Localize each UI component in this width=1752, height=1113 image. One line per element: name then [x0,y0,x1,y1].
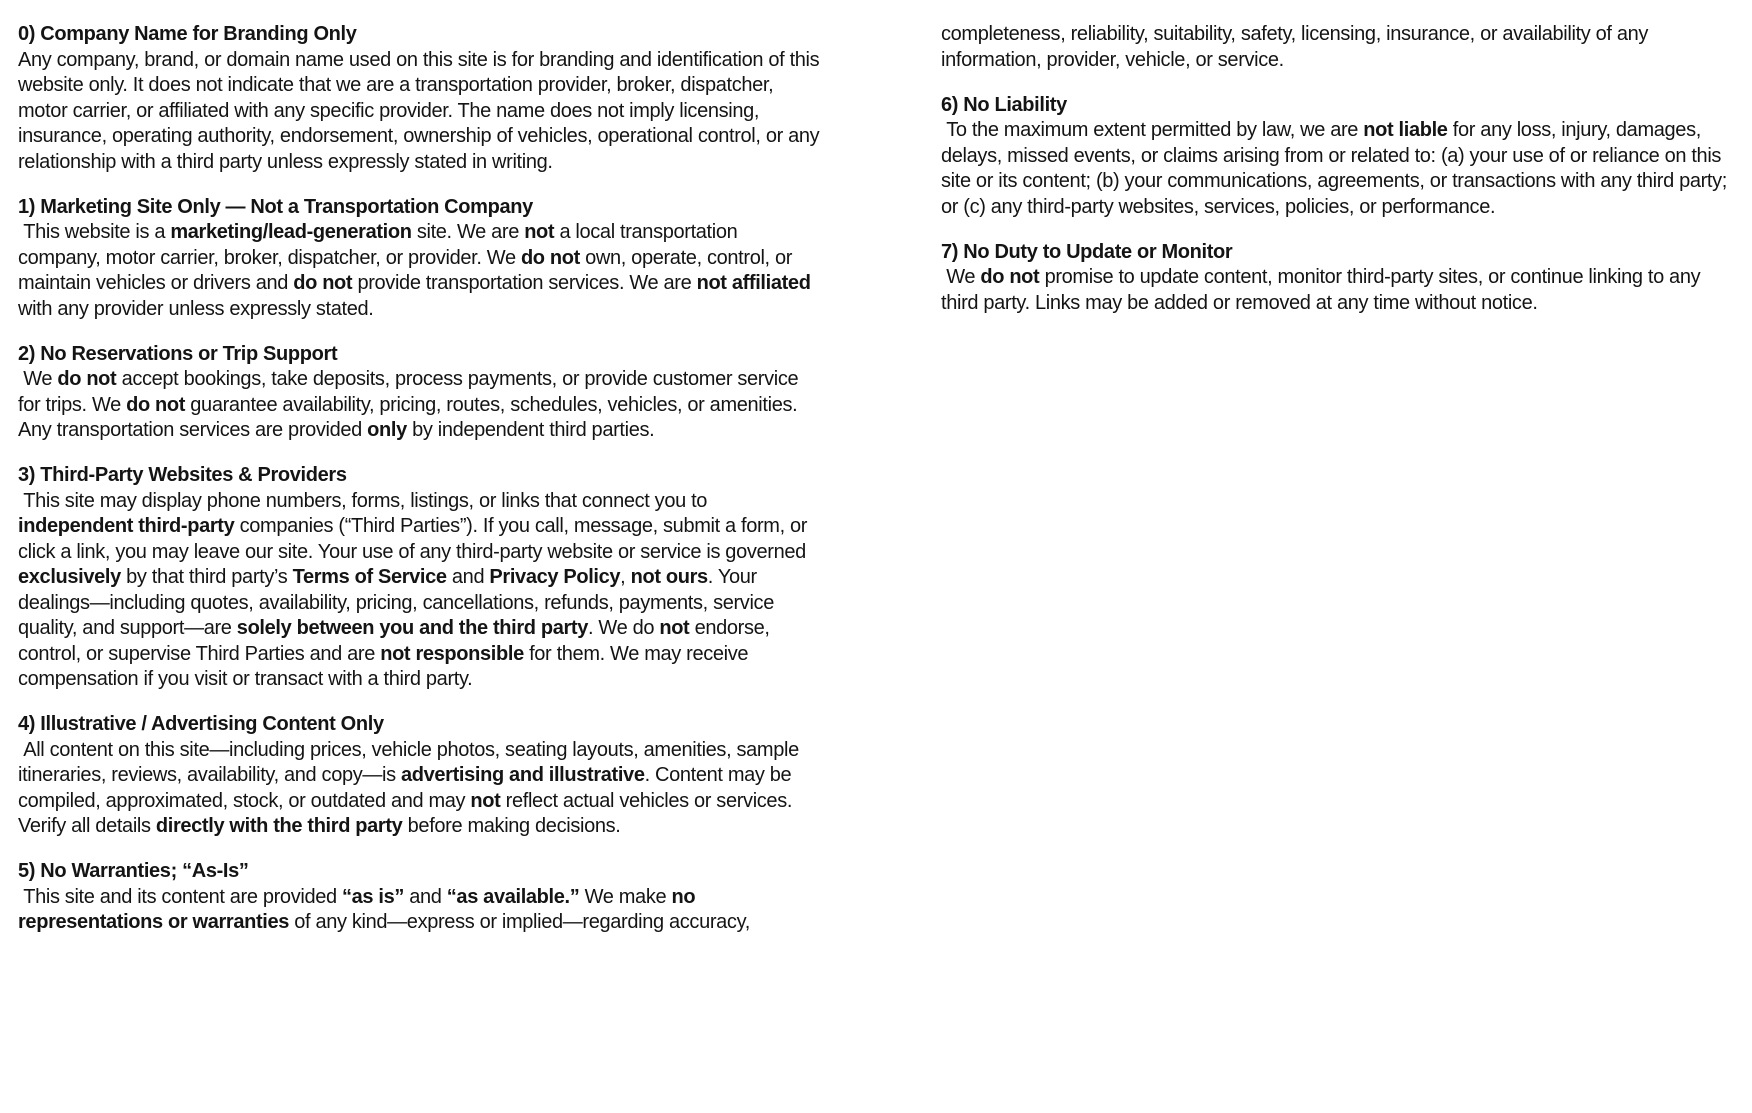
bold-text-run: not [524,221,555,243]
left-column [18,22,825,936]
text-run: This site may display phone numbers, forms, listings, or links that connect you to [18,489,713,512]
text-run: by independent third parties. [406,419,655,441]
text-run: This website is a [18,221,171,243]
text-run: completeness, reliability, suitability, safety, licensing, insurance, or availability of any information, provider, vehicle, or service. [941,23,1654,71]
disclaimer-section [18,859,822,936]
section-body [941,265,1741,316]
text-run: reflect actual vehicles or services. Verify all details [18,789,798,837]
text-run: . Your dealings—including quotes, availability, pricing, cancellations, refunds, payments, service quality, and support—are [18,566,780,639]
bold-text-run: do not [980,266,1040,288]
disclaimer-section [18,22,825,175]
bold-text-run: not affiliated [696,272,811,294]
text-run: To the maximum extent permitted by law, we are [941,119,1364,141]
section-body [941,22,1741,73]
bold-text-run: do not [293,272,353,294]
bold-text-run: independent third-party [18,515,235,537]
text-run: promise to update content, monitor third-party sites, or continue linking to any third party. Links may be added or removed at any time without notice. [941,266,1706,314]
text-run: endorse, control, or supervise Third Parties and are [18,617,775,665]
section-heading: 7) No Duty to Update or Monitor [941,240,1233,263]
bold-text-run: advertising and illustrative [401,764,645,786]
bold-text-run: solely between you and the third party [236,617,589,639]
section-body [941,118,1741,220]
text-run: own, operate, control, or maintain vehicles or drivers and [18,246,798,294]
text-run: for them. We may receive compensation if you visit or transact with a third party. [18,642,754,690]
text-run: . Content may be compiled, approximated, stock, or outdated and may [18,764,797,812]
bold-text-run: marketing/lead-generation [170,221,412,243]
disclaimer-section [18,712,822,840]
text-run: companies (“Third Parties”). If you call, message, submit a form, or click a link, you may leave our site. Your use of any third-party website or service is governed [18,515,813,563]
text-run: a local transportation company, motor carrier, broker, dispatcher, or provider. We [18,221,743,269]
text-run: by that third party’s [120,566,293,588]
text-run: site. We are [411,221,525,243]
bold-text-run: not responsible [380,642,524,665]
bold-text-run: not liable [1363,119,1448,141]
section-heading: 5) No Warranties; “As-Is” [18,860,249,882]
section-heading: 2) No Reservations or Trip Support [18,342,338,365]
disclaimer-section [941,22,1741,73]
bold-text-run: do not [126,393,186,416]
disclaimer-section [18,463,822,693]
section-body [18,885,822,936]
text-run: We make [579,885,672,908]
bold-text-run: Terms of Service [292,566,447,588]
text-run: We [941,266,981,288]
text-run: We [18,368,58,390]
text-run: accept bookings, take deposits, process payments, or provide customer service for trips. We [18,368,804,416]
bold-text-run: only [367,419,407,441]
section-body [18,220,822,322]
bold-text-run: no representations or warranties [18,885,701,933]
bold-text-run: do not [520,246,580,269]
bold-text-run: “as available.” [446,885,580,908]
text-run: All content on this site—including prices, vehicle photos, seating layouts, amenities, sample itineraries, reviews, availability, and copy—is [18,738,805,786]
bold-text-run: do not [57,368,117,390]
section-body [18,738,822,840]
section-heading: 0) Company Name for Branding Only [18,23,357,45]
disclaimer-section [18,195,822,323]
bold-text-run: “as is” [341,885,405,908]
bold-text-run: Privacy Policy [489,566,621,588]
section-body [18,489,822,693]
text-run: guarantee availability, pricing, routes, schedules, vehicles, or amenities. Any transportation services are provided [18,393,802,441]
bold-text-run: exclusively [18,566,121,588]
text-run: of any kind—express or implied—regarding accuracy, [289,911,750,933]
section-heading: 6) No Liability [941,93,1067,116]
right-column [941,22,1741,316]
text-run: with any provider unless expressly stated. [18,272,816,320]
text-run: provide transportation services. We are [352,272,697,294]
text-run: and [446,566,490,588]
text-run: and [404,885,447,908]
section-body [18,48,825,176]
text-run: for any loss, injury, damages, delays, missed events, or claims arising from or related to: (a) your use of or reliance on this site or its content; (b) your communications, agreements, or transactions with any third party; or (c) any third-party websites, services, policies, or performance. [941,119,1733,218]
section-body [18,367,822,444]
bold-text-run: directly with the third party [155,815,403,837]
bold-text-run: not [659,617,690,639]
text-run: . We do [588,617,660,639]
section-heading: 3) Third-Party Websites & Providers [18,464,347,486]
text-run: , [620,566,631,588]
text-run: before making decisions. [402,815,621,837]
bold-text-run: not ours [630,566,708,588]
text-run: This site and its content are provided [18,885,342,908]
text-run: Any company, brand, or domain name used on this site is for branding and identification of this website only. It does not indicate that we are a transportation provider, broker, dispatcher, motor carrier, or affiliated with any specific provider. The name does not imply licensing, insurance, operating authority, endorsement, ownership of vehicles, operational control, or any relationship with a third party unless expressly stated in writing. [18,48,825,173]
section-heading: 1) Marketing Site Only — Not a Transportation Company [18,195,533,218]
section-heading: 4) Illustrative / Advertising Content Only [18,713,384,735]
bold-text-run: not [470,789,501,812]
disclaimer-section [941,93,1741,221]
disclaimer-section [941,240,1741,317]
disclaimer-section [18,342,822,444]
